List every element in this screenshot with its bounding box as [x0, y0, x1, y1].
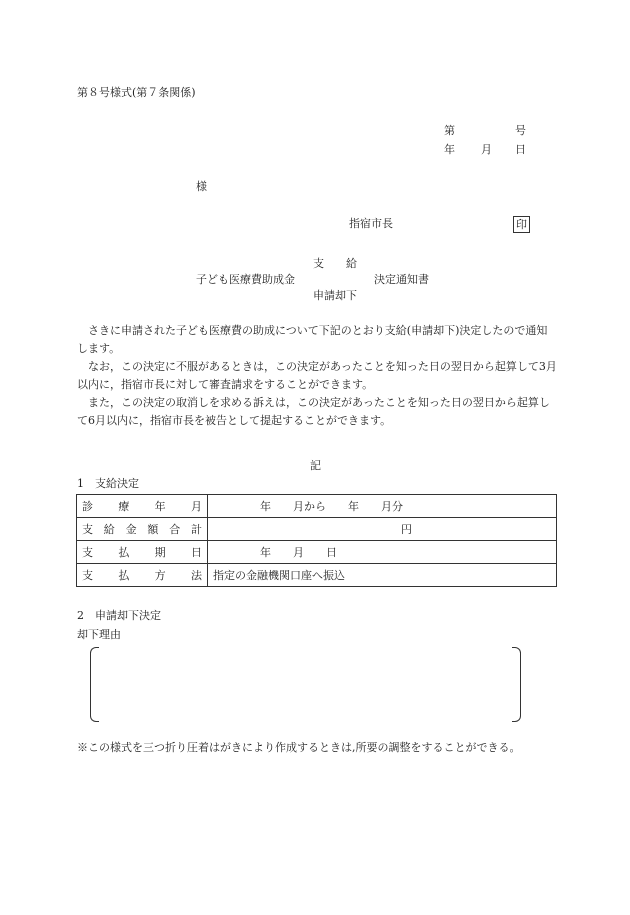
payment-table: [76, 494, 557, 587]
table-value-cell: 年 月から 年 月分: [208, 495, 557, 518]
section2-heading: 2 申請却下決定: [77, 609, 161, 622]
table-row: [77, 541, 557, 564]
document-no-suffix: 号: [515, 124, 526, 137]
notice-paragraph-3: また，この決定の取消しを求める訴えは，この決定があったことを知った日の翌日から起算して6月以内に，指宿市長を被告として提起することができます。: [77, 396, 550, 427]
table-label-cell: [77, 495, 208, 518]
row-label: 支 払 期 日: [82, 546, 202, 559]
row-label: 支 払 方 法: [82, 569, 202, 582]
issuer: 指宿市長: [349, 217, 393, 230]
notice-paragraph-1: さきに申請された子ども医療費の助成について下記のとおり支給(申請却下)決定したので通知します。: [77, 324, 548, 355]
title-pay: 支 給: [313, 257, 357, 270]
left-bracket: [90, 647, 99, 722]
table-label-cell: [77, 541, 208, 564]
title-suffix: 決定通知書: [374, 273, 429, 286]
footnote: ※この様式を三つ折り圧着はがきにより作成するときは,所要の調整をすることができる。: [77, 741, 521, 754]
date-month: 月: [481, 143, 492, 156]
table-row: [77, 495, 557, 518]
seal-stamp: 印: [513, 216, 530, 233]
addressee: 様: [196, 180, 207, 193]
section1-heading: 1 支給決定: [77, 477, 139, 490]
date-year: 年: [444, 143, 455, 156]
table-value-cell: 円: [208, 518, 557, 541]
document-no-prefix: 第: [444, 124, 455, 137]
reason-label: 却下理由: [77, 628, 121, 641]
table-value-cell: 指定の金融機関口座へ振込: [208, 564, 557, 587]
row-label: 診 療 年 月: [82, 500, 202, 513]
form-number: 第８号様式(第７条関係): [77, 86, 196, 99]
table-row: [77, 564, 557, 587]
notice-paragraph-2: なお，この決定に不服があるときは，この決定があったことを知った日の翌日から起算して3月以内に，指宿市長に対して審査請求をすることができます。: [77, 360, 557, 391]
date-day: 日: [515, 143, 526, 156]
table-label-cell: [77, 564, 208, 587]
notice-body: [77, 322, 557, 430]
table-row: [77, 518, 557, 541]
title-main: 子ども医療費助成金: [196, 273, 295, 286]
title-reject: 申請却下: [313, 289, 357, 302]
table-value-cell: 年 月 日: [208, 541, 557, 564]
right-bracket: [512, 647, 521, 722]
row-label: 支 給 金 額 合 計: [82, 523, 202, 536]
ki-heading: 記: [310, 459, 321, 472]
table-label-cell: [77, 518, 208, 541]
